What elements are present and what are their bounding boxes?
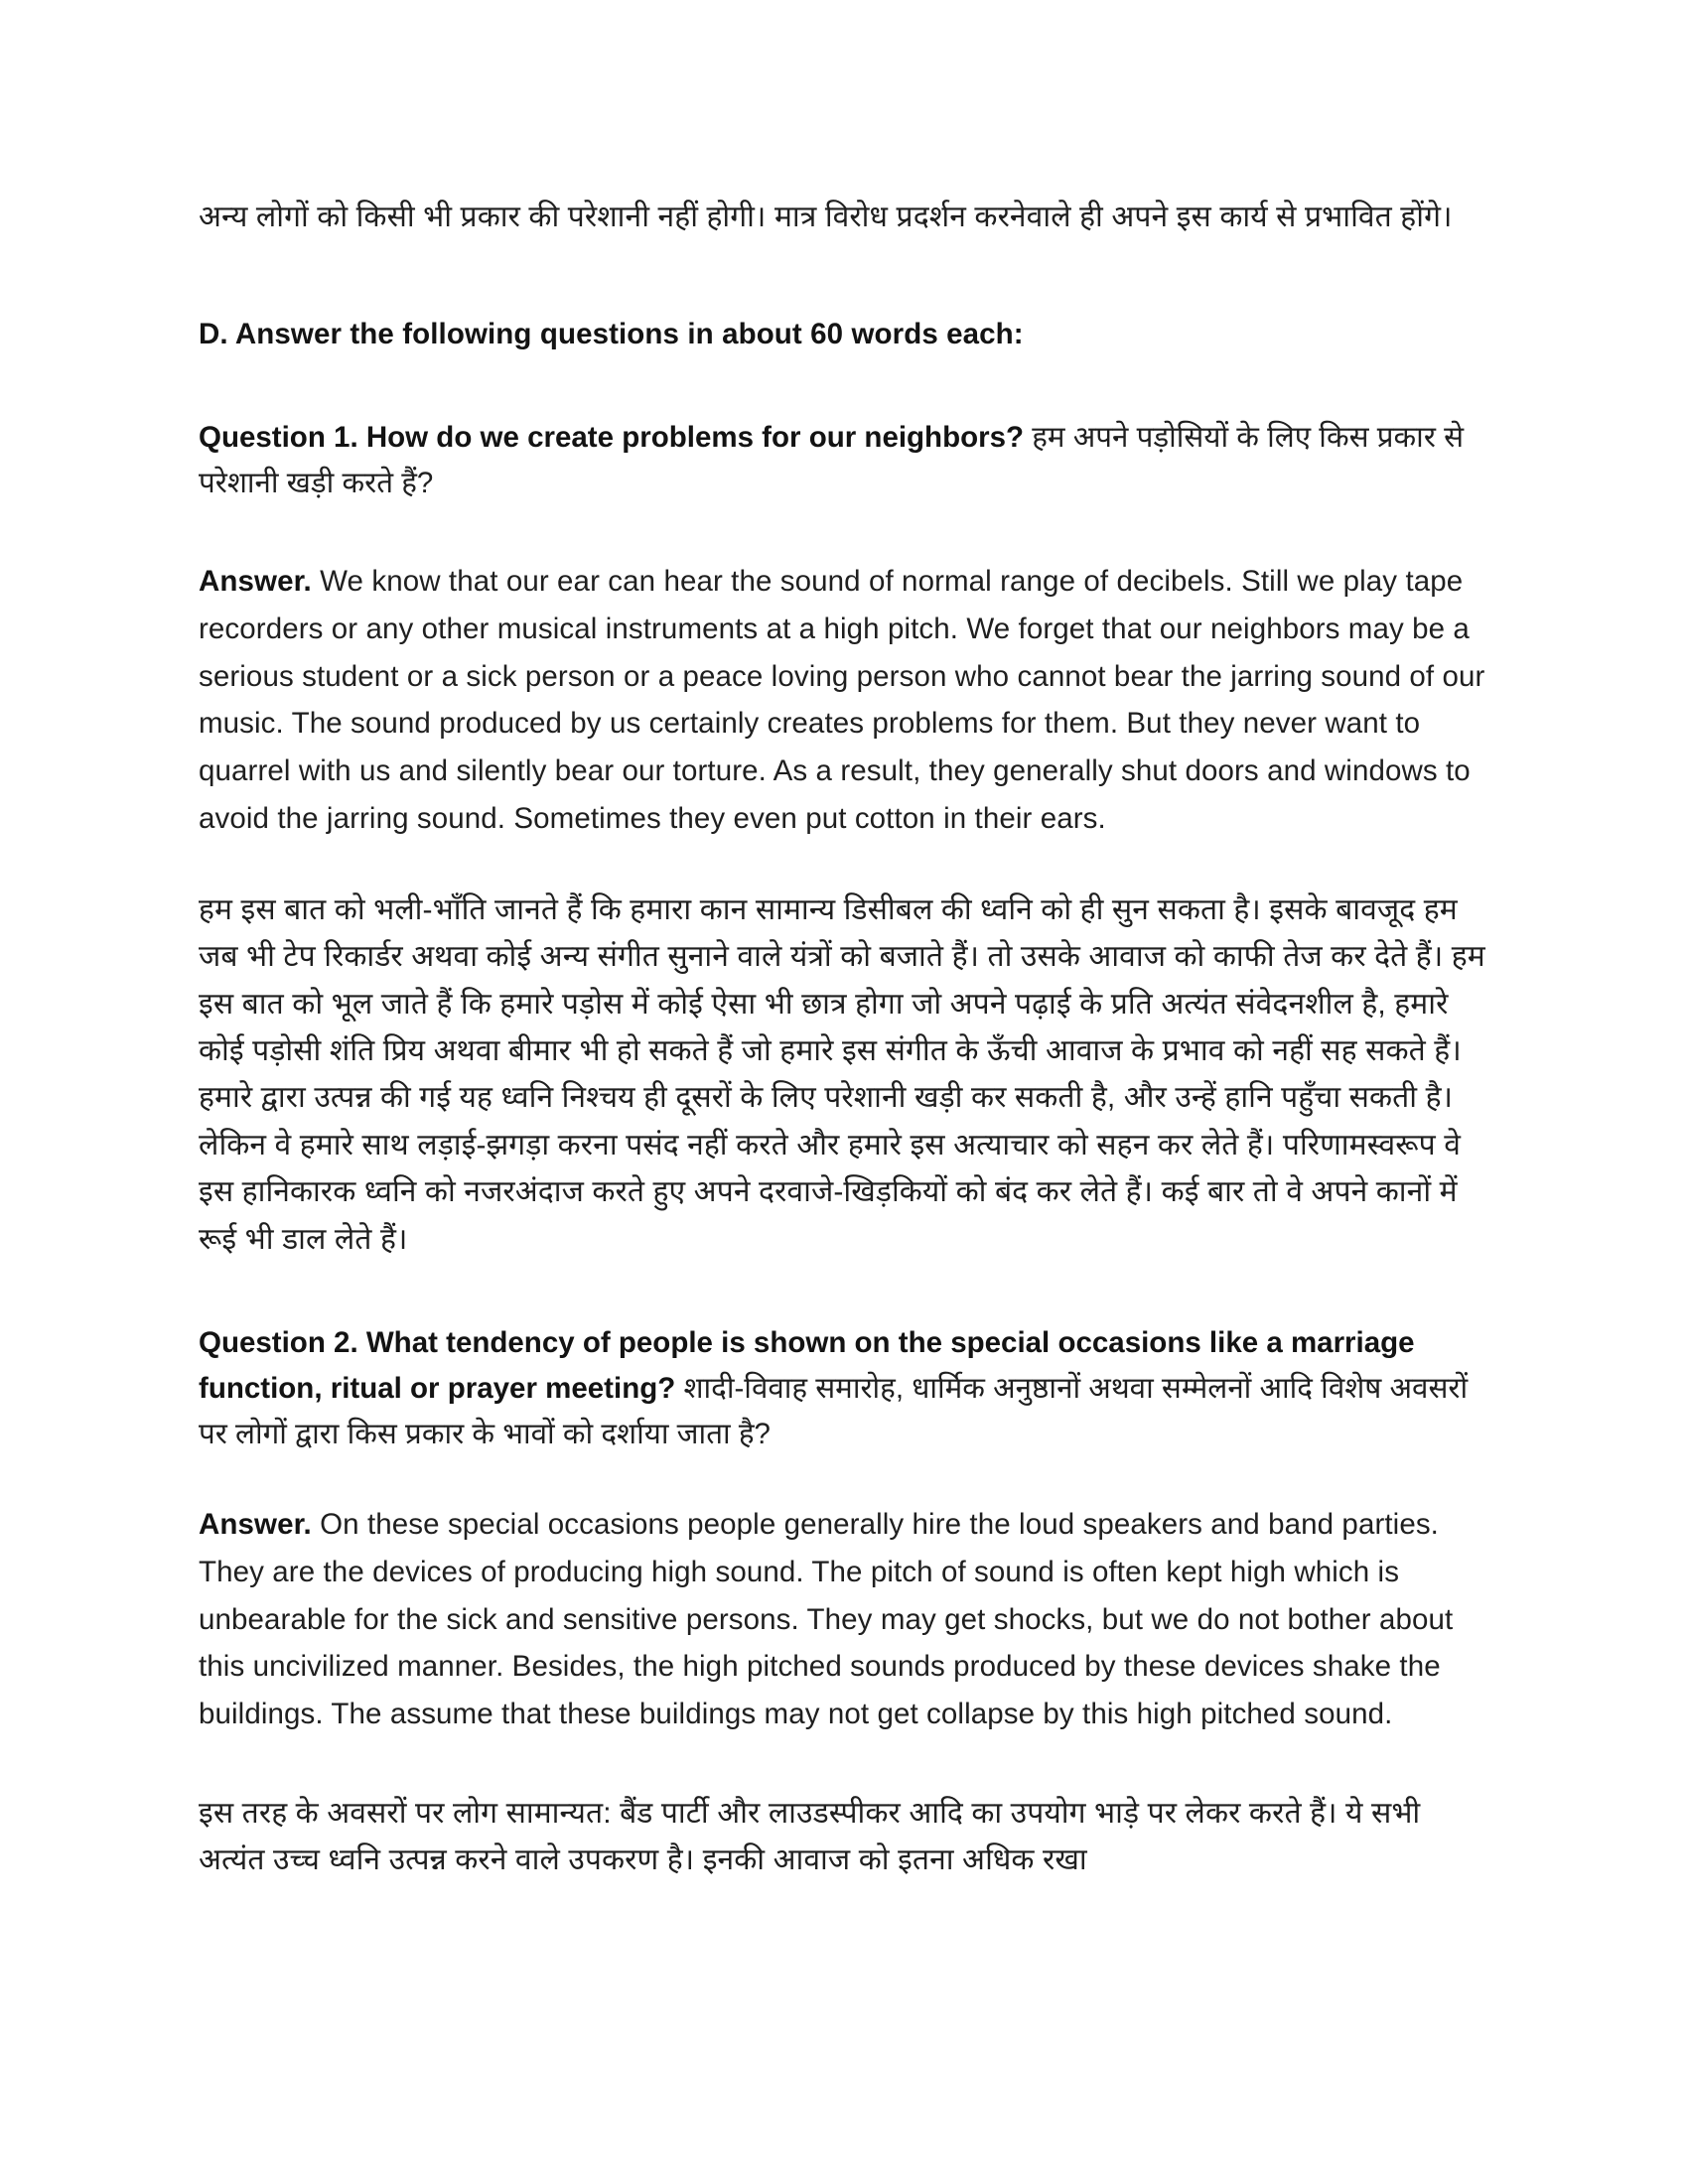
question-1-heading [199, 415, 1489, 506]
intro-paragraph: अन्य लोगों को किसी भी प्रकार की परेशानी नहीं होगी। मात्र विरोध प्रदर्शन करनेवाले ही अपने इस कार्य से प्रभावित होंगे। [199, 201, 1453, 233]
question-2-heading [199, 1320, 1489, 1457]
answer-2-label: Answer. [199, 1508, 312, 1541]
section-heading: D. Answer the following questions in about 60 words each: [199, 318, 1024, 351]
spacer [199, 1263, 1489, 1320]
answer-1-english-text: We know that our ear can hear the sound of normal range of decibels. Still we play tape recorders or any other musical instruments at a high pitch. We forget that our neighbors may be a serious student or a sick person or a peace loving person who cannot bear the jarring sound of our music. The sound produced by us certainly creates problems for them. But they never want to quarrel with us and silently bear our torture. As a result, they generally shut doors and windows to avoid the jarring sound. Sometimes they even put cotton in their ears. [199, 565, 1485, 836]
question-1-english-label: Question 1. How do we create problems for our neighbors? [199, 421, 1025, 455]
answer-2-hindi: इस तरह के अवसरों पर लोग सामान्यत: बैंड पार्टी और लाउडस्पीकर आदि का उपयोग भाड़े पर लेकर करते हैं। ये सभी अत्यंत उच्च ध्वनि उत्पन्न करने वाले उपकरण है। इनकी आवाज को इतना अधिक रखा [199, 1796, 1421, 1877]
spacer [199, 843, 1489, 887]
question-2-hindi-label: शादी-विवाह समारोह, धार्मिक अनुष्ठानों अथवा सम्मेलनों आदि विशेष अवसरों पर लोगों द्वारा किस प्रकार के भावों को दर्शाया जाता है? [199, 1371, 1469, 1450]
spacer [199, 357, 1489, 415]
answer-1-english [199, 558, 1489, 843]
question-1-hindi-label: हम अपने पड़ोसियों के लिए किस प्रकार से परेशानी खड़ी करते हैं? [199, 421, 1465, 500]
answer-2-english-text: On these special occasions people generally hire the loud speakers and band parties. They are the devices of producing high sound. The pitch of sound is often kept high which is unbearable for the sick and sensitive persons. They may get shocks, but we do not bother about this uncivilized manner. Besides, the high pitched sounds produced by these devices shake the buildings. The assume that these buildings may not get collapse by this high pitched sound. [199, 1508, 1454, 1731]
answer-1-label: Answer. [199, 565, 312, 599]
spacer [199, 1457, 1489, 1501]
page-content [199, 194, 1489, 1884]
spacer [199, 1738, 1489, 1790]
answer-1-hindi: हम इस बात को भली-भाँति जानते हैं कि हमारा कान सामान्य डिसीबल की ध्वनि को ही सुन सकता है। इसके बावजूद हम जब भी टेप रिकार्डर अथवा कोई अन्य संगीत सुनाने वाले यंत्रों को बजाते हैं। तो उसके आवाज को काफी तेज कर देते हैं। हम इस बात को भूल जाते हैं कि हमारे पड़ोस में कोई ऐसा भी छात्र होगा जो अपने पढ़ाई के प्रति अत्यंत संवेदनशील है, हमारे कोई पड़ोसी शंति प्रिय अथवा बीमार भी हो सकते हैं जो हमारे इस संगीत के ऊँची आवाज के प्रभाव को नहीं सह सकते हैं। हमारे द्वारा उत्पन्न की गई यह ध्वनि निश्चय ही दूसरों के लिए परेशानी खड़ी कर सकती है, और उन्हें हानि पहुँचा सकती है। लेकिन वे हमारे साथ लड़ाई-झगड़ा करना पसंद नहीं करते और हमारे इस अत्याचार को सहन कर लेते हैं। परिणामस्वरूप वे इस हानिकारक ध्वनि को नजरअंदाज करते हुए अपने दरवाजे-खिड़कियों को बंद कर लेते हैं। कई बार तो वे अपने कानों में रूई भी डाल लेते हैं। [199, 892, 1485, 1256]
answer-2-english [199, 1501, 1489, 1738]
question-2-english-label: Question 2. What tendency of people is shown on the special occasions like a marriage function, ritual or prayer meeting? [199, 1325, 1415, 1405]
spacer [199, 506, 1489, 558]
spacer [199, 240, 1489, 312]
